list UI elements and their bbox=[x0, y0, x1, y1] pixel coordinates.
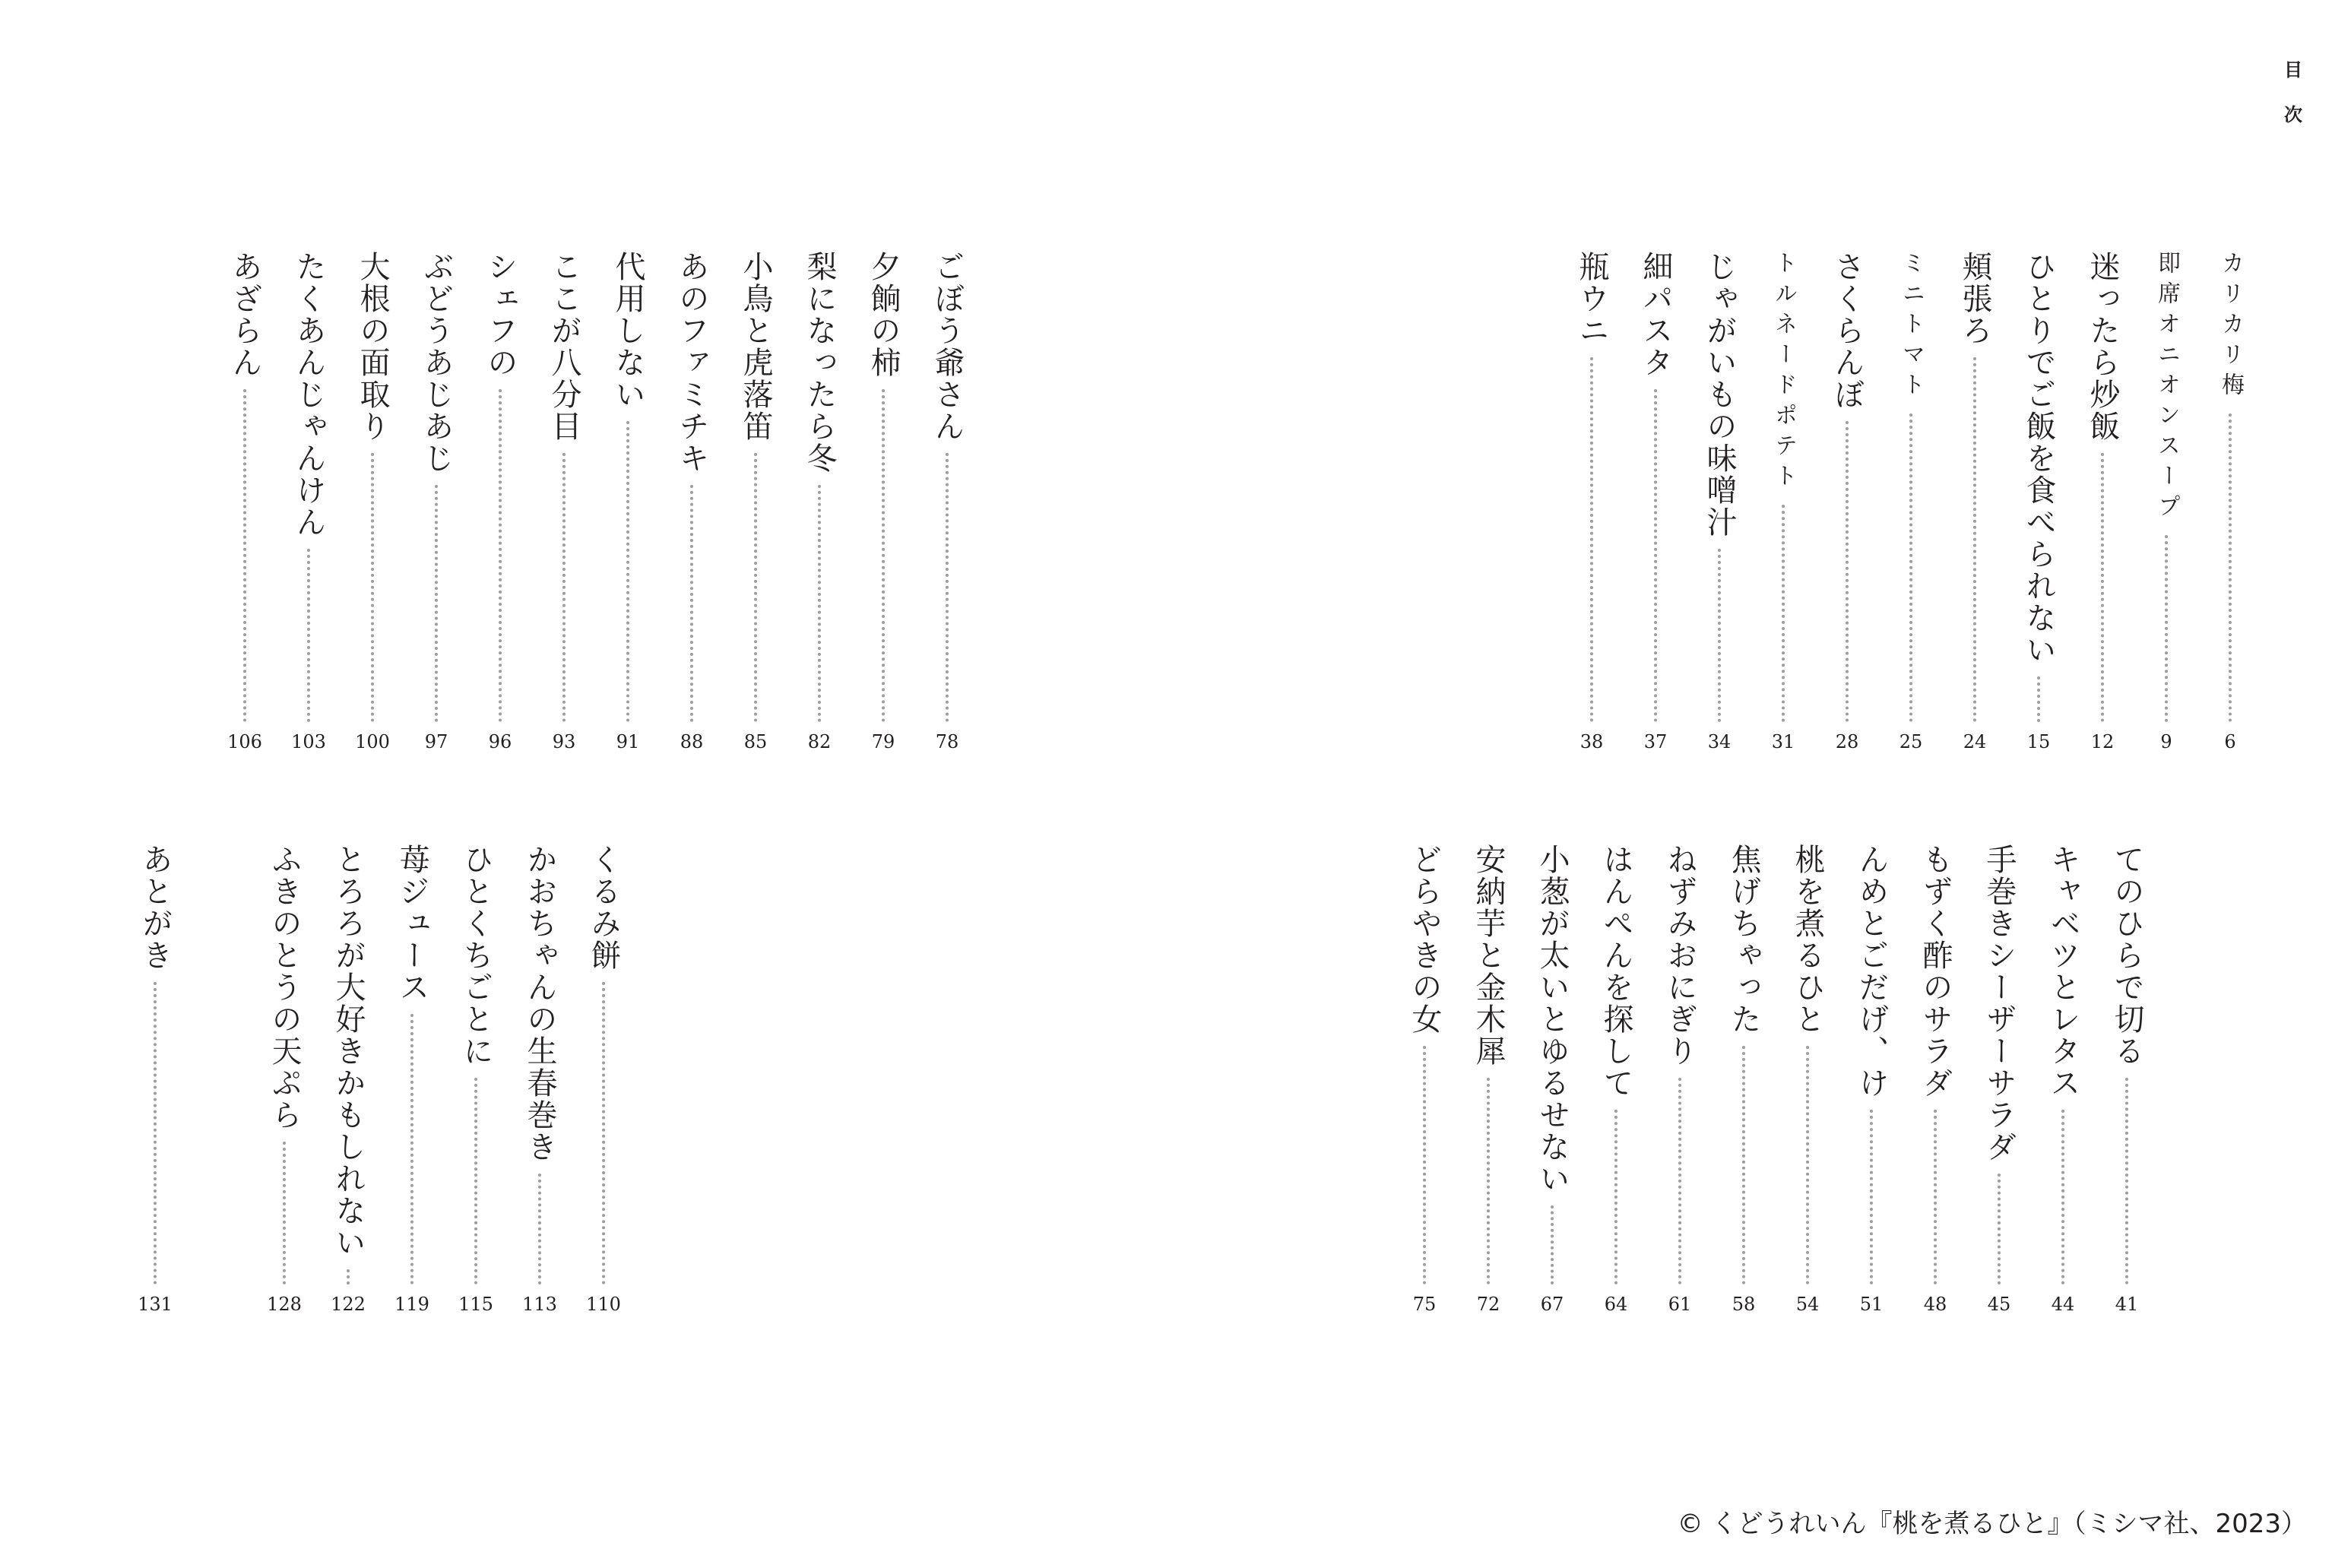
toc-entry-title: ミニトマト bbox=[1898, 251, 1925, 403]
leader-dots bbox=[882, 389, 885, 722]
toc-entry bbox=[213, 251, 277, 762]
toc-entry-page-number: 28 bbox=[1835, 731, 1859, 752]
leader-dots bbox=[2165, 535, 2168, 722]
toc-entry bbox=[1839, 844, 1903, 1324]
toc-entry-title: 夕餉の柿 bbox=[866, 251, 901, 379]
toc-entry bbox=[2134, 251, 2198, 762]
leader-dots bbox=[1934, 1110, 1937, 1284]
toc-entry-title: どらやきの女 bbox=[1407, 844, 1442, 1035]
leader-dots bbox=[410, 1014, 413, 1284]
copyright-credit: © くどうれいん『桃を煮るひと』（ミシマ社、2023） bbox=[1677, 1509, 2307, 1539]
toc-entry-page-number: 58 bbox=[1732, 1294, 1756, 1315]
leader-dots bbox=[2061, 1110, 2064, 1284]
leader-dots bbox=[371, 453, 374, 722]
toc-entry bbox=[123, 844, 187, 1324]
toc-entry-title: じゃがいもの味噌汁 bbox=[1702, 251, 1737, 538]
leader-dots bbox=[1782, 505, 1785, 722]
toc-group-top-right bbox=[1560, 251, 2262, 762]
toc-entry bbox=[1520, 844, 1584, 1324]
toc-entry-title: とろろが大好きかもしれない bbox=[331, 844, 366, 1259]
toc-entry-page-number: 51 bbox=[1859, 1294, 1884, 1315]
toc-entry-page-number: 131 bbox=[138, 1294, 173, 1315]
toc-entry bbox=[724, 251, 787, 762]
toc-entry-page-number: 67 bbox=[1540, 1294, 1564, 1315]
toc-entry-title: ふきのとうの天ぷら bbox=[267, 844, 302, 1131]
toc-entry-page-number: 93 bbox=[552, 731, 576, 752]
leader-dots bbox=[499, 389, 502, 722]
leader-dots bbox=[307, 549, 310, 722]
leader-dots bbox=[1487, 1078, 1490, 1284]
toc-entry-title: たくあんじゃんけん bbox=[291, 251, 326, 538]
toc-entry-title: 桃を煮るひと bbox=[1790, 844, 1825, 1035]
toc-entry bbox=[1648, 844, 1712, 1324]
toc-entry-title: ぶどうあじあじ bbox=[419, 251, 454, 474]
toc-entry-title: んめとごだげ、け bbox=[1854, 844, 1889, 1099]
toc-entry-page-number: 82 bbox=[807, 731, 832, 752]
toc-entry-title: ひとくちごとに bbox=[458, 844, 493, 1067]
toc-entry bbox=[1712, 844, 1776, 1324]
toc-entry-page-number: 128 bbox=[267, 1294, 302, 1315]
toc-group-bottom-left bbox=[252, 844, 635, 1324]
toc-entry-title: 大根の面取り bbox=[355, 251, 390, 442]
toc-entry-page-number: 110 bbox=[586, 1294, 621, 1315]
toc-entry bbox=[1624, 251, 1687, 762]
toc-entry-page-number: 15 bbox=[2026, 731, 2051, 752]
toc-entry-title: キャベツとレタス bbox=[2045, 844, 2080, 1099]
toc-entry bbox=[851, 251, 915, 762]
leader-dots bbox=[754, 453, 757, 722]
toc-entry-page-number: 48 bbox=[1923, 1294, 1947, 1315]
toc-entry-page-number: 61 bbox=[1668, 1294, 1692, 1315]
leader-dots bbox=[690, 485, 693, 722]
toc-entry-title: てのひらで切る bbox=[2109, 844, 2144, 1067]
toc-entry-page-number: 38 bbox=[1579, 731, 1604, 752]
toc-entry-page-number: 85 bbox=[743, 731, 768, 752]
toc-entry-page-number: 45 bbox=[1987, 1294, 2011, 1315]
leader-dots bbox=[1551, 1205, 1554, 1284]
leader-dots bbox=[1806, 1046, 1809, 1284]
toc-entry bbox=[2007, 251, 2071, 762]
toc-entry-page-number: 9 bbox=[2160, 731, 2172, 752]
toc-entry-title: 苺ジュース bbox=[394, 844, 429, 1003]
toc-entry-page-number: 72 bbox=[1476, 1294, 1500, 1315]
toc-entry bbox=[1776, 844, 1839, 1324]
toc-heading bbox=[2270, 55, 2316, 144]
toc-entry-title: 手巻きシーザーサラダ bbox=[1982, 844, 2017, 1163]
toc-entry-title: 瓶ウニ bbox=[1574, 251, 1609, 347]
toc-entry-page-number: 106 bbox=[227, 731, 262, 752]
toc-entry-page-number: 54 bbox=[1795, 1294, 1820, 1315]
toc-entry-title: 頬張ろ bbox=[1957, 251, 1992, 347]
toc-entry-title: さくらんぼ bbox=[1830, 251, 1865, 410]
toc-entry-title: シェフの bbox=[483, 251, 518, 379]
toc-entry bbox=[2031, 844, 2095, 1324]
toc-entry bbox=[252, 844, 316, 1324]
toc-entry-page-number: 113 bbox=[522, 1294, 557, 1315]
toc-entry-title: 代用しない bbox=[610, 251, 645, 410]
toc-entry-title: 即席オニオンスープ bbox=[2153, 251, 2180, 524]
leader-dots bbox=[435, 485, 438, 722]
leader-dots bbox=[1678, 1078, 1681, 1284]
toc-entry-title: ひとりでご飯を食べられない bbox=[2021, 251, 2056, 666]
toc-entry-page-number: 64 bbox=[1604, 1294, 1628, 1315]
toc-entry-page-number: 100 bbox=[355, 731, 390, 752]
toc-entry bbox=[2198, 251, 2262, 762]
toc-entry-page-number: 12 bbox=[2090, 731, 2115, 752]
toc-entry bbox=[1943, 251, 2007, 762]
toc-entry-title: あとがき bbox=[138, 844, 173, 971]
leader-dots bbox=[538, 1174, 541, 1284]
toc-entry bbox=[316, 844, 380, 1324]
toc-entry bbox=[1687, 251, 1751, 762]
toc-entry-page-number: 78 bbox=[935, 731, 959, 752]
leader-dots bbox=[818, 485, 821, 722]
leader-dots bbox=[1423, 1046, 1426, 1284]
toc-heading-char: 次 bbox=[2284, 104, 2302, 125]
toc-entry-title: 安納芋と金木犀 bbox=[1471, 844, 1506, 1067]
toc-entry-page-number: 6 bbox=[2224, 731, 2236, 752]
leader-dots bbox=[1718, 549, 1721, 722]
toc-entry-title: 焦げちゃった bbox=[1726, 844, 1761, 1035]
toc-entry-title: かおちゃんの生春巻き bbox=[522, 844, 557, 1163]
toc-entry bbox=[1560, 251, 1624, 762]
toc-entry-title: あのファミチキ bbox=[674, 251, 709, 474]
toc-entry bbox=[468, 251, 532, 762]
leader-dots bbox=[1846, 421, 1849, 722]
leader-dots bbox=[1742, 1046, 1745, 1284]
toc-entry-title: くるみ餅 bbox=[586, 844, 621, 971]
toc-entry-page-number: 24 bbox=[1963, 731, 1987, 752]
toc-entry-page-number: 75 bbox=[1412, 1294, 1437, 1315]
toc-entry-page-number: 37 bbox=[1643, 731, 1668, 752]
leader-dots bbox=[1998, 1174, 2001, 1284]
toc-entry-page-number: 103 bbox=[291, 731, 326, 752]
toc-entry-title: ごぼう爺さん bbox=[930, 251, 965, 442]
toc-entry bbox=[1815, 251, 1879, 762]
toc-entry-title: 小鳥と虎落笛 bbox=[738, 251, 773, 442]
leader-dots bbox=[283, 1142, 286, 1284]
leader-dots bbox=[474, 1078, 477, 1284]
leader-dots bbox=[602, 982, 605, 1284]
toc-entry bbox=[1967, 844, 2031, 1324]
toc-entry-title: もずく酢のサラダ bbox=[1918, 844, 1953, 1099]
toc-entry-title: 小葱が太いとゆるせない bbox=[1535, 844, 1570, 1195]
toc-entry-title: 細パスタ bbox=[1638, 251, 1673, 379]
toc-entry-page-number: 79 bbox=[871, 731, 895, 752]
toc-entry bbox=[660, 251, 724, 762]
toc-entry-page-number: 119 bbox=[394, 1294, 429, 1315]
toc-entry bbox=[2095, 844, 2159, 1324]
toc-entry-page-number: 41 bbox=[2115, 1294, 2139, 1315]
toc-group-top-left bbox=[213, 251, 979, 762]
toc-entry bbox=[572, 844, 635, 1324]
leader-dots bbox=[154, 982, 157, 1284]
leader-dots bbox=[1870, 1110, 1873, 1284]
leader-dots bbox=[1614, 1110, 1618, 1284]
toc-entry-page-number: 96 bbox=[488, 731, 512, 752]
toc-entry bbox=[787, 251, 851, 762]
toc-entry bbox=[1751, 251, 1815, 762]
leader-dots bbox=[347, 1269, 350, 1284]
toc-entry bbox=[1584, 844, 1648, 1324]
leader-dots bbox=[1973, 357, 1976, 722]
toc-entry bbox=[380, 844, 444, 1324]
leader-dots bbox=[1909, 413, 1912, 722]
leader-dots bbox=[2101, 453, 2104, 722]
leader-dots bbox=[2229, 413, 2232, 722]
toc-entry bbox=[1456, 844, 1520, 1324]
toc-entry-page-number: 25 bbox=[1899, 731, 1923, 752]
toc-entry-title: ねずみおにぎり bbox=[1662, 844, 1697, 1067]
toc-group-afterword bbox=[123, 844, 187, 1324]
leader-dots bbox=[2037, 676, 2040, 722]
toc-entry bbox=[444, 844, 508, 1324]
toc-entry bbox=[1393, 844, 1456, 1324]
toc-entry-page-number: 88 bbox=[680, 731, 704, 752]
toc-entry-page-number: 44 bbox=[2051, 1294, 2075, 1315]
leader-dots bbox=[562, 453, 566, 722]
toc-entry bbox=[404, 251, 468, 762]
toc-entry-title: 迷ったら炒飯 bbox=[2085, 251, 2120, 442]
toc-heading-char: 目 bbox=[2284, 59, 2302, 81]
leader-dots bbox=[2125, 1078, 2128, 1284]
toc-entry bbox=[277, 251, 341, 762]
leader-dots bbox=[946, 453, 949, 722]
toc-entry-page-number: 91 bbox=[616, 731, 640, 752]
leader-dots bbox=[243, 389, 246, 722]
toc-entry bbox=[2071, 251, 2134, 762]
toc-entry-title: カリカリ梅 bbox=[2217, 251, 2244, 403]
toc-entry-page-number: 115 bbox=[458, 1294, 493, 1315]
toc-entry bbox=[532, 251, 596, 762]
toc-entry bbox=[596, 251, 660, 762]
toc-entry bbox=[1879, 251, 1943, 762]
toc-entry-title: 梨になったら冬 bbox=[802, 251, 837, 474]
toc-entry-title: あざらん bbox=[227, 251, 262, 379]
toc-entry bbox=[915, 251, 979, 762]
toc-entry-title: はんぺんを探して bbox=[1598, 844, 1633, 1099]
toc-group-bottom-right bbox=[1393, 844, 2159, 1324]
leader-dots bbox=[626, 421, 629, 722]
toc-entry bbox=[1903, 844, 1967, 1324]
leader-dots bbox=[1590, 357, 1593, 722]
toc-entry-title: トルネードポテト bbox=[1770, 251, 1797, 494]
toc-entry bbox=[508, 844, 572, 1324]
toc-entry-page-number: 31 bbox=[1771, 731, 1795, 752]
toc-entry-page-number: 122 bbox=[331, 1294, 366, 1315]
leader-dots bbox=[1654, 389, 1657, 722]
toc-entry bbox=[341, 251, 404, 762]
toc-entry-title: ここが八分目 bbox=[547, 251, 581, 442]
toc-entry-page-number: 97 bbox=[424, 731, 448, 752]
toc-entry-page-number: 34 bbox=[1707, 731, 1732, 752]
